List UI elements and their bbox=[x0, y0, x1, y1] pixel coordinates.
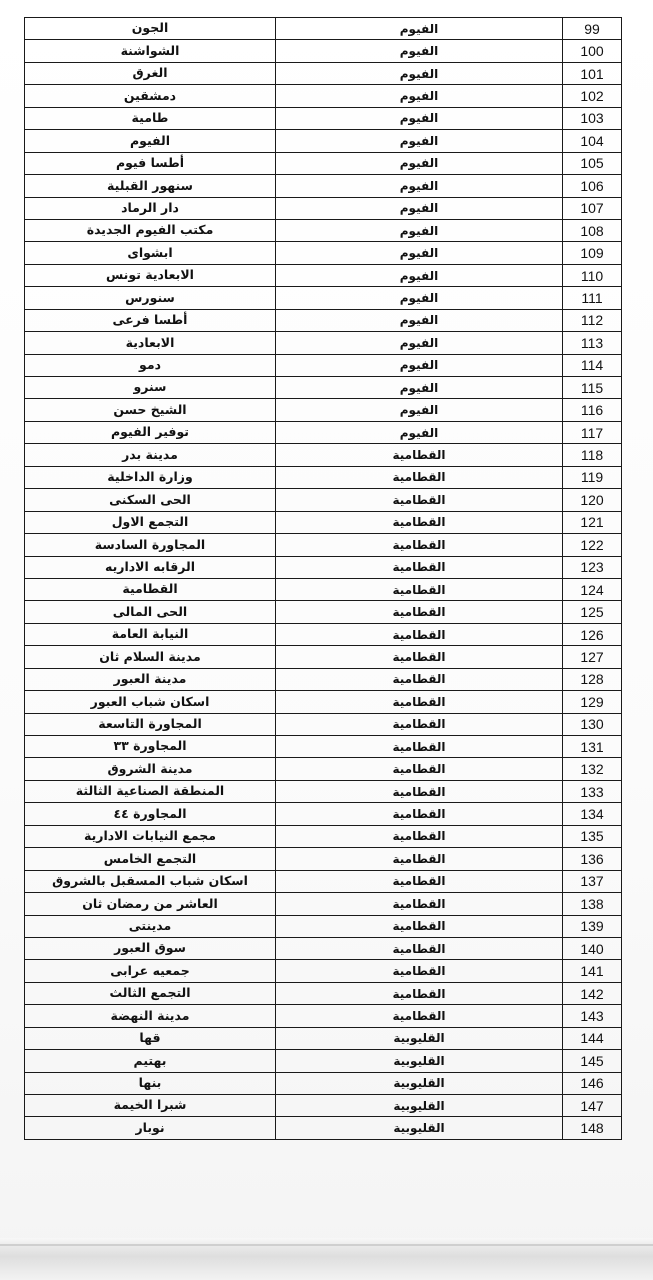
governorate-cell: القليوبية bbox=[276, 1095, 563, 1117]
governorate-cell: الفيوم bbox=[276, 152, 563, 174]
row-number-cell: 112 bbox=[563, 309, 622, 331]
row-number-cell: 101 bbox=[563, 62, 622, 84]
governorate-cell: القطامية bbox=[276, 601, 563, 623]
table-row bbox=[25, 758, 622, 780]
branch-name-cell: قها bbox=[25, 1027, 276, 1049]
branch-name-cell: بنها bbox=[25, 1072, 276, 1094]
table-row bbox=[25, 309, 622, 331]
governorate-cell: القطامية bbox=[276, 466, 563, 488]
governorate-cell: القطامية bbox=[276, 915, 563, 937]
branch-name-cell: المنطقة الصناعية الثالثة bbox=[25, 780, 276, 802]
governorate-cell: الفيوم bbox=[276, 107, 563, 129]
row-number-cell: 141 bbox=[563, 960, 622, 982]
row-number-cell: 120 bbox=[563, 489, 622, 511]
page-edge-line bbox=[0, 1244, 653, 1246]
branch-name-cell: سنورس bbox=[25, 287, 276, 309]
governorate-cell: الفيوم bbox=[276, 287, 563, 309]
row-number-cell: 124 bbox=[563, 578, 622, 600]
table-row bbox=[25, 556, 622, 578]
table-row bbox=[25, 870, 622, 892]
row-number-cell: 121 bbox=[563, 511, 622, 533]
row-number-cell: 133 bbox=[563, 780, 622, 802]
branch-name-cell: وزارة الداخلية bbox=[25, 466, 276, 488]
branch-name-cell: اسكان شباب العبور bbox=[25, 691, 276, 713]
table-row bbox=[25, 534, 622, 556]
branch-name-cell: مدينة النهضة bbox=[25, 1005, 276, 1027]
governorate-cell: القطامية bbox=[276, 780, 563, 802]
table-row bbox=[25, 107, 622, 129]
row-number-cell: 117 bbox=[563, 421, 622, 443]
branch-name-cell: سوق العبور bbox=[25, 937, 276, 959]
table-row bbox=[25, 332, 622, 354]
branch-name-cell: مجمع النيابات الادارية bbox=[25, 825, 276, 847]
branch-name-cell: أطسا فيوم bbox=[25, 152, 276, 174]
row-number-cell: 119 bbox=[563, 466, 622, 488]
row-number-cell: 99 bbox=[563, 18, 622, 40]
governorate-cell: الفيوم bbox=[276, 399, 563, 421]
table-row bbox=[25, 1050, 622, 1072]
branch-name-cell: جمعيه عرابى bbox=[25, 960, 276, 982]
table-row bbox=[25, 893, 622, 915]
governorate-cell: القطامية bbox=[276, 1005, 563, 1027]
table-row bbox=[25, 377, 622, 399]
table-row bbox=[25, 399, 622, 421]
governorate-cell: القطامية bbox=[276, 870, 563, 892]
governorate-cell: القطامية bbox=[276, 713, 563, 735]
branch-name-cell: الابعادية تونس bbox=[25, 264, 276, 286]
table-row bbox=[25, 982, 622, 1004]
row-number-cell: 111 bbox=[563, 287, 622, 309]
row-number-cell: 136 bbox=[563, 848, 622, 870]
governorate-cell: الفيوم bbox=[276, 62, 563, 84]
row-number-cell: 138 bbox=[563, 893, 622, 915]
row-number-cell: 110 bbox=[563, 264, 622, 286]
branch-name-cell: الحى السكنى bbox=[25, 489, 276, 511]
branch-name-cell: مدينتى bbox=[25, 915, 276, 937]
row-number-cell: 130 bbox=[563, 713, 622, 735]
table-row bbox=[25, 466, 622, 488]
governorate-cell: الفيوم bbox=[276, 175, 563, 197]
table-row bbox=[25, 1072, 622, 1094]
table-row bbox=[25, 803, 622, 825]
table-row bbox=[25, 1005, 622, 1027]
row-number-cell: 147 bbox=[563, 1095, 622, 1117]
branch-name-cell: المجاورة ٤٤ bbox=[25, 803, 276, 825]
governorate-cell: الفيوم bbox=[276, 40, 563, 62]
table-row bbox=[25, 219, 622, 241]
row-number-cell: 128 bbox=[563, 668, 622, 690]
branch-name-cell: مدينة الشروق bbox=[25, 758, 276, 780]
row-number-cell: 106 bbox=[563, 175, 622, 197]
governorate-cell: الفيوم bbox=[276, 130, 563, 152]
governorate-cell: القطامية bbox=[276, 825, 563, 847]
branch-name-cell: دمو bbox=[25, 354, 276, 376]
governorate-cell: الفيوم bbox=[276, 354, 563, 376]
row-number-cell: 126 bbox=[563, 623, 622, 645]
governorate-cell: القطامية bbox=[276, 848, 563, 870]
branch-name-cell: طامية bbox=[25, 107, 276, 129]
row-number-cell: 118 bbox=[563, 444, 622, 466]
table-row bbox=[25, 960, 622, 982]
governorate-cell: القطامية bbox=[276, 736, 563, 758]
branch-name-cell: النيابة العامة bbox=[25, 623, 276, 645]
table-row bbox=[25, 825, 622, 847]
governorate-cell: الفيوم bbox=[276, 197, 563, 219]
branch-name-cell: شبرا الخيمة bbox=[25, 1095, 276, 1117]
branch-name-cell: ابشواى bbox=[25, 242, 276, 264]
branch-name-cell: التجمع الثالث bbox=[25, 982, 276, 1004]
table-row bbox=[25, 85, 622, 107]
governorate-cell: الفيوم bbox=[276, 309, 563, 331]
table-row bbox=[25, 1027, 622, 1049]
row-number-cell: 113 bbox=[563, 332, 622, 354]
branch-name-cell: العاشر من رمضان ثان bbox=[25, 893, 276, 915]
governorate-cell: القليوبية bbox=[276, 1050, 563, 1072]
branch-name-cell: الشيخ حسن bbox=[25, 399, 276, 421]
branch-name-cell: مدينة بدر bbox=[25, 444, 276, 466]
branch-name-cell: اسكان شباب المسقبل بالشروق bbox=[25, 870, 276, 892]
governorate-cell: القطامية bbox=[276, 511, 563, 533]
branch-name-cell: الغرق bbox=[25, 62, 276, 84]
row-number-cell: 104 bbox=[563, 130, 622, 152]
table-row bbox=[25, 130, 622, 152]
governorate-cell: القليوبية bbox=[276, 1072, 563, 1094]
governorate-cell: القطامية bbox=[276, 444, 563, 466]
row-number-cell: 146 bbox=[563, 1072, 622, 1094]
governorate-cell: القطامية bbox=[276, 982, 563, 1004]
table-row bbox=[25, 848, 622, 870]
table-row bbox=[25, 421, 622, 443]
table-row bbox=[25, 736, 622, 758]
branch-name-cell: بهتيم bbox=[25, 1050, 276, 1072]
table-row bbox=[25, 152, 622, 174]
governorate-cell: القليوبية bbox=[276, 1117, 563, 1139]
row-number-cell: 107 bbox=[563, 197, 622, 219]
row-number-cell: 140 bbox=[563, 937, 622, 959]
row-number-cell: 143 bbox=[563, 1005, 622, 1027]
row-number-cell: 123 bbox=[563, 556, 622, 578]
governorate-cell: الفيوم bbox=[276, 219, 563, 241]
governorate-cell: القطامية bbox=[276, 691, 563, 713]
row-number-cell: 115 bbox=[563, 377, 622, 399]
row-number-cell: 142 bbox=[563, 982, 622, 1004]
branch-name-cell: أطسا فرعى bbox=[25, 309, 276, 331]
row-number-cell: 137 bbox=[563, 870, 622, 892]
row-number-cell: 134 bbox=[563, 803, 622, 825]
table-row bbox=[25, 578, 622, 600]
row-number-cell: 116 bbox=[563, 399, 622, 421]
table-row bbox=[25, 242, 622, 264]
governorate-cell: القطامية bbox=[276, 556, 563, 578]
branches-table-body bbox=[25, 18, 622, 1140]
table-row bbox=[25, 489, 622, 511]
branch-name-cell: الشواشنة bbox=[25, 40, 276, 62]
row-number-cell: 131 bbox=[563, 736, 622, 758]
governorate-cell: الفيوم bbox=[276, 242, 563, 264]
row-number-cell: 125 bbox=[563, 601, 622, 623]
table-row bbox=[25, 444, 622, 466]
branches-table bbox=[24, 17, 622, 1140]
row-number-cell: 114 bbox=[563, 354, 622, 376]
row-number-cell: 144 bbox=[563, 1027, 622, 1049]
governorate-cell: الفيوم bbox=[276, 377, 563, 399]
governorate-cell: الفيوم bbox=[276, 421, 563, 443]
branch-name-cell: القطامية bbox=[25, 578, 276, 600]
table-row bbox=[25, 62, 622, 84]
governorate-cell: القليوبية bbox=[276, 1027, 563, 1049]
governorate-cell: القطامية bbox=[276, 960, 563, 982]
row-number-cell: 102 bbox=[563, 85, 622, 107]
row-number-cell: 139 bbox=[563, 915, 622, 937]
table-row bbox=[25, 511, 622, 533]
governorate-cell: القطامية bbox=[276, 534, 563, 556]
governorate-cell: القطامية bbox=[276, 937, 563, 959]
table-row bbox=[25, 937, 622, 959]
row-number-cell: 100 bbox=[563, 40, 622, 62]
table-row bbox=[25, 646, 622, 668]
governorate-cell: القطامية bbox=[276, 646, 563, 668]
branch-name-cell: التجمع الخامس bbox=[25, 848, 276, 870]
branch-name-cell: المجاورة التاسعة bbox=[25, 713, 276, 735]
governorate-cell: الفيوم bbox=[276, 18, 563, 40]
table-row bbox=[25, 1117, 622, 1139]
governorate-cell: القطامية bbox=[276, 893, 563, 915]
governorate-cell: القطامية bbox=[276, 803, 563, 825]
table-row bbox=[25, 623, 622, 645]
branch-name-cell: توفير الفيوم bbox=[25, 421, 276, 443]
branch-name-cell: الابعادية bbox=[25, 332, 276, 354]
branch-name-cell: دار الرماد bbox=[25, 197, 276, 219]
table-row bbox=[25, 197, 622, 219]
branch-name-cell: التجمع الاول bbox=[25, 511, 276, 533]
table-row bbox=[25, 691, 622, 713]
table-row bbox=[25, 175, 622, 197]
table-row bbox=[25, 601, 622, 623]
table-row bbox=[25, 1095, 622, 1117]
governorate-cell: الفيوم bbox=[276, 264, 563, 286]
branch-name-cell: نوبار bbox=[25, 1117, 276, 1139]
governorate-cell: القطامية bbox=[276, 668, 563, 690]
governorate-cell: القطامية bbox=[276, 578, 563, 600]
governorate-cell: الفيوم bbox=[276, 85, 563, 107]
branch-name-cell: مدينة العبور bbox=[25, 668, 276, 690]
table-row bbox=[25, 287, 622, 309]
governorate-cell: الفيوم bbox=[276, 332, 563, 354]
row-number-cell: 127 bbox=[563, 646, 622, 668]
row-number-cell: 105 bbox=[563, 152, 622, 174]
row-number-cell: 129 bbox=[563, 691, 622, 713]
row-number-cell: 109 bbox=[563, 242, 622, 264]
row-number-cell: 108 bbox=[563, 219, 622, 241]
branch-name-cell: مدينة السلام ثان bbox=[25, 646, 276, 668]
table-row bbox=[25, 264, 622, 286]
table-row bbox=[25, 915, 622, 937]
table-row bbox=[25, 713, 622, 735]
row-number-cell: 132 bbox=[563, 758, 622, 780]
row-number-cell: 122 bbox=[563, 534, 622, 556]
branch-name-cell: الفيوم bbox=[25, 130, 276, 152]
row-number-cell: 145 bbox=[563, 1050, 622, 1072]
governorate-cell: القطامية bbox=[276, 623, 563, 645]
row-number-cell: 148 bbox=[563, 1117, 622, 1139]
branch-name-cell: دمشقين bbox=[25, 85, 276, 107]
branch-name-cell: المجاورة السادسة bbox=[25, 534, 276, 556]
table-row bbox=[25, 40, 622, 62]
table-row bbox=[25, 354, 622, 376]
table-row bbox=[25, 668, 622, 690]
table-row bbox=[25, 780, 622, 802]
branch-name-cell: الحى المالى bbox=[25, 601, 276, 623]
row-number-cell: 103 bbox=[563, 107, 622, 129]
governorate-cell: القطامية bbox=[276, 758, 563, 780]
branch-name-cell: الجون bbox=[25, 18, 276, 40]
branch-name-cell: الرقابه الاداريه bbox=[25, 556, 276, 578]
table-row bbox=[25, 18, 622, 40]
row-number-cell: 135 bbox=[563, 825, 622, 847]
branch-name-cell: سنرو bbox=[25, 377, 276, 399]
branch-name-cell: مكتب الفيوم الجديدة bbox=[25, 219, 276, 241]
branch-name-cell: سنهور القبلية bbox=[25, 175, 276, 197]
branch-name-cell: المجاورة ٣٣ bbox=[25, 736, 276, 758]
governorate-cell: القطامية bbox=[276, 489, 563, 511]
